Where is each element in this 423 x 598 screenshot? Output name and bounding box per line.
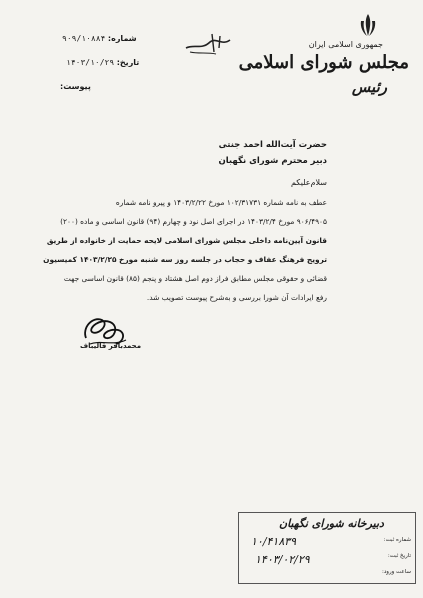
letterhead-role: رئیس xyxy=(351,78,387,96)
body-line: ترویج فرهنگ عفاف و حجاب در جلسه روز سه شنبه مورخ ۱۴۰۳/۲/۲۵ کمیسیون xyxy=(43,255,327,264)
stamp-date-value: ۱۴۰۳/۰۲/۲۹ xyxy=(255,553,310,566)
number-field xyxy=(58,34,137,43)
body-line: قانون آیین‌نامه داخلی مجلس شورای اسلامی لایحه حمایت از خانواده از طریق xyxy=(46,236,327,245)
attachment-label: پیوست: xyxy=(60,82,91,91)
iran-emblem-icon xyxy=(356,12,380,38)
body-line: قضائی و حقوقی مجلس مطابق فراز دوم اصل هشتاد و پنجم (۸۵) قانون اساسی جهت xyxy=(63,274,327,283)
calligraphy-mark xyxy=(182,30,234,56)
body-line: رفع ایرادات آن شورا بررسی و به‌شرح پیوست تصویب شد. xyxy=(146,293,327,302)
body-line: ۹۰۶/۴۹۰۵ مورخ ۱۴۰۳/۲/۴ در اجرای اصل نود و چهارم (۹۴) قانون اساسی و ماده (۲۰۰) xyxy=(60,217,327,226)
number-value: ۹۰۹/۱۰۸۸۴ xyxy=(62,34,106,43)
stamp-title: دبیرخانه شورای نگهبان xyxy=(279,517,384,530)
stamp-time-label: ساعت ورود: xyxy=(382,569,411,575)
letterhead-org: مجلس شورای اسلامی xyxy=(238,52,409,73)
attachment-field xyxy=(60,82,91,91)
number-label: شماره: xyxy=(107,34,137,43)
addressee-name: حضرت آیت‌الله احمد جنتی xyxy=(218,140,327,150)
letterhead-republic: جمهوری اسلامی ایران xyxy=(308,40,383,49)
date-field xyxy=(62,58,139,67)
receipt-stamp xyxy=(238,512,416,584)
stamp-date-label: تاریخ ثبت: xyxy=(387,553,411,559)
signer-name: محمدباقر قالیباف xyxy=(80,342,142,350)
addressee-title: دبیر محترم شورای نگهبان xyxy=(218,156,327,166)
date-label: تاریخ: xyxy=(116,58,140,67)
stamp-number-value: ۱۰/۴۱۸۳۹ xyxy=(251,535,297,548)
stamp-number-label: شماره ثبت: xyxy=(383,537,411,543)
date-value: ۱۴۰۳/۱۰/۲۹ xyxy=(66,58,115,67)
body-line: عطف به نامه شماره ۱۰۲/۳۱۷۳۱ مورخ ۱۴۰۳/۲/۲۲ و پیرو نامه شماره xyxy=(115,198,327,207)
greeting: سلام‌علیکم xyxy=(290,178,327,187)
